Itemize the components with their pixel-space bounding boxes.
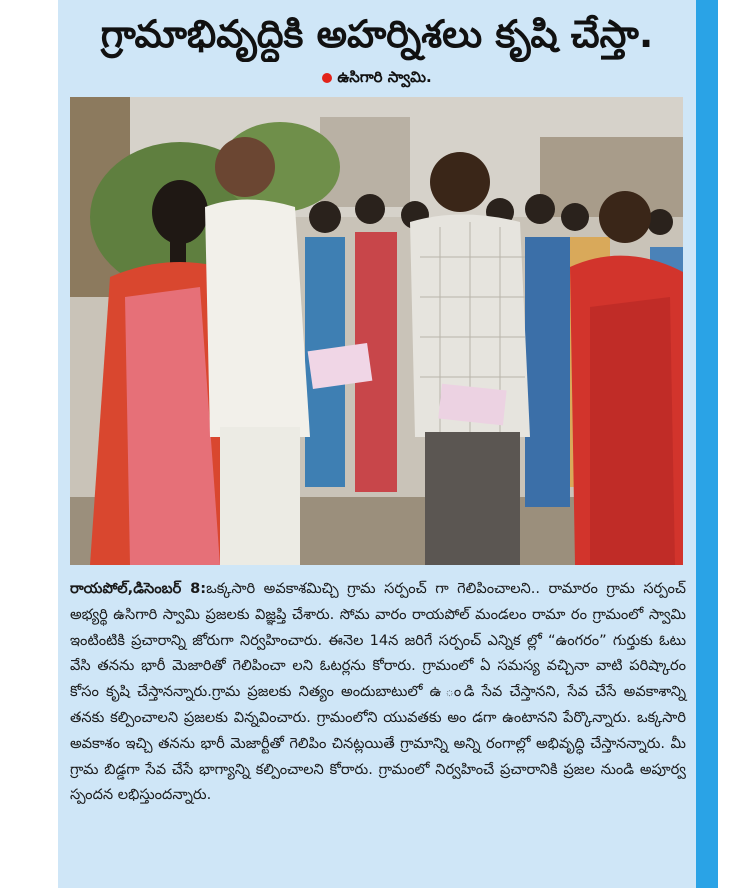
article-body bbox=[70, 576, 686, 876]
byline bbox=[58, 66, 696, 88]
news-photo bbox=[70, 97, 683, 565]
accent-bar bbox=[696, 0, 718, 888]
article-text: ఒక్కసారి అవకాశమిచ్చి గ్రామ సర్పంచ్ గా గెలిపించాలని.. రామారం గ్రామ సర్పంచ్ అభ్యర్థి ఉసిగారి స్వామి ప్రజలకు విజ్ఞప్తి చేశారు. సోమ వారం రాయపోల్ మండలం రామా రం గ్రామంలో స్వామి ఇంటింటికి ప్రచారాన్ని జోరుగా నిర్వహించారు. ఈనెల 14న జరిగే సర్పంచ్ ఎన్నిక ల్లో “ఉంగరం” గుర్తుకు ఓటు వేసి తనను భారీ మెజారితో గెలిపించా లని ఓటర్లను కోరారు. గ్రామంలో ఏ సమస్య వచ్చినా వాటి పరిష్కారం కోసం కృషి చేస్తానన్నారు.గ్రామ ప్రజలకు నిత్యం అందుబాటులో ఉ ండి సేవ చేస్తానని, సేవ చేసే అవకాశాన్ని తనకు కల్పించాలని ప్రజలకు విన్నవించారు. గ్రామంలోని యువతకు అం డగా ఉంటానని పేర్కొన్నారు. ఒక్కసారి అవకాశం ఇచ్చి తనను భారీ మెజార్టీతో గెలిపిం చినట్లయితే గ్రామాన్ని అన్ని రంగాల్లో అభివృద్ధి చేస్తానన్నారు. మీ గ్రామ బిడ్డగా సేవ చేసే భాగ్యాన్ని కల్పించాలని కోరారు. గ్రామంలో నిర్వహించే ప్రచారానికి ప్రజల నుండి అపూర్వ స్పందన లభిస్తుందన్నారు. bbox=[70, 580, 686, 804]
byline-text: ఉసిగారి స్వామి. bbox=[337, 68, 432, 86]
campaign-photo-illustration bbox=[70, 97, 683, 565]
headline: గ్రామాభివృద్ధికి అహర్నిశలు కృషి చేస్తా. bbox=[100, 12, 654, 56]
red-dot-icon bbox=[322, 73, 332, 83]
dateline: రాయపోల్,డిసెంబర్ 8: bbox=[70, 580, 207, 597]
